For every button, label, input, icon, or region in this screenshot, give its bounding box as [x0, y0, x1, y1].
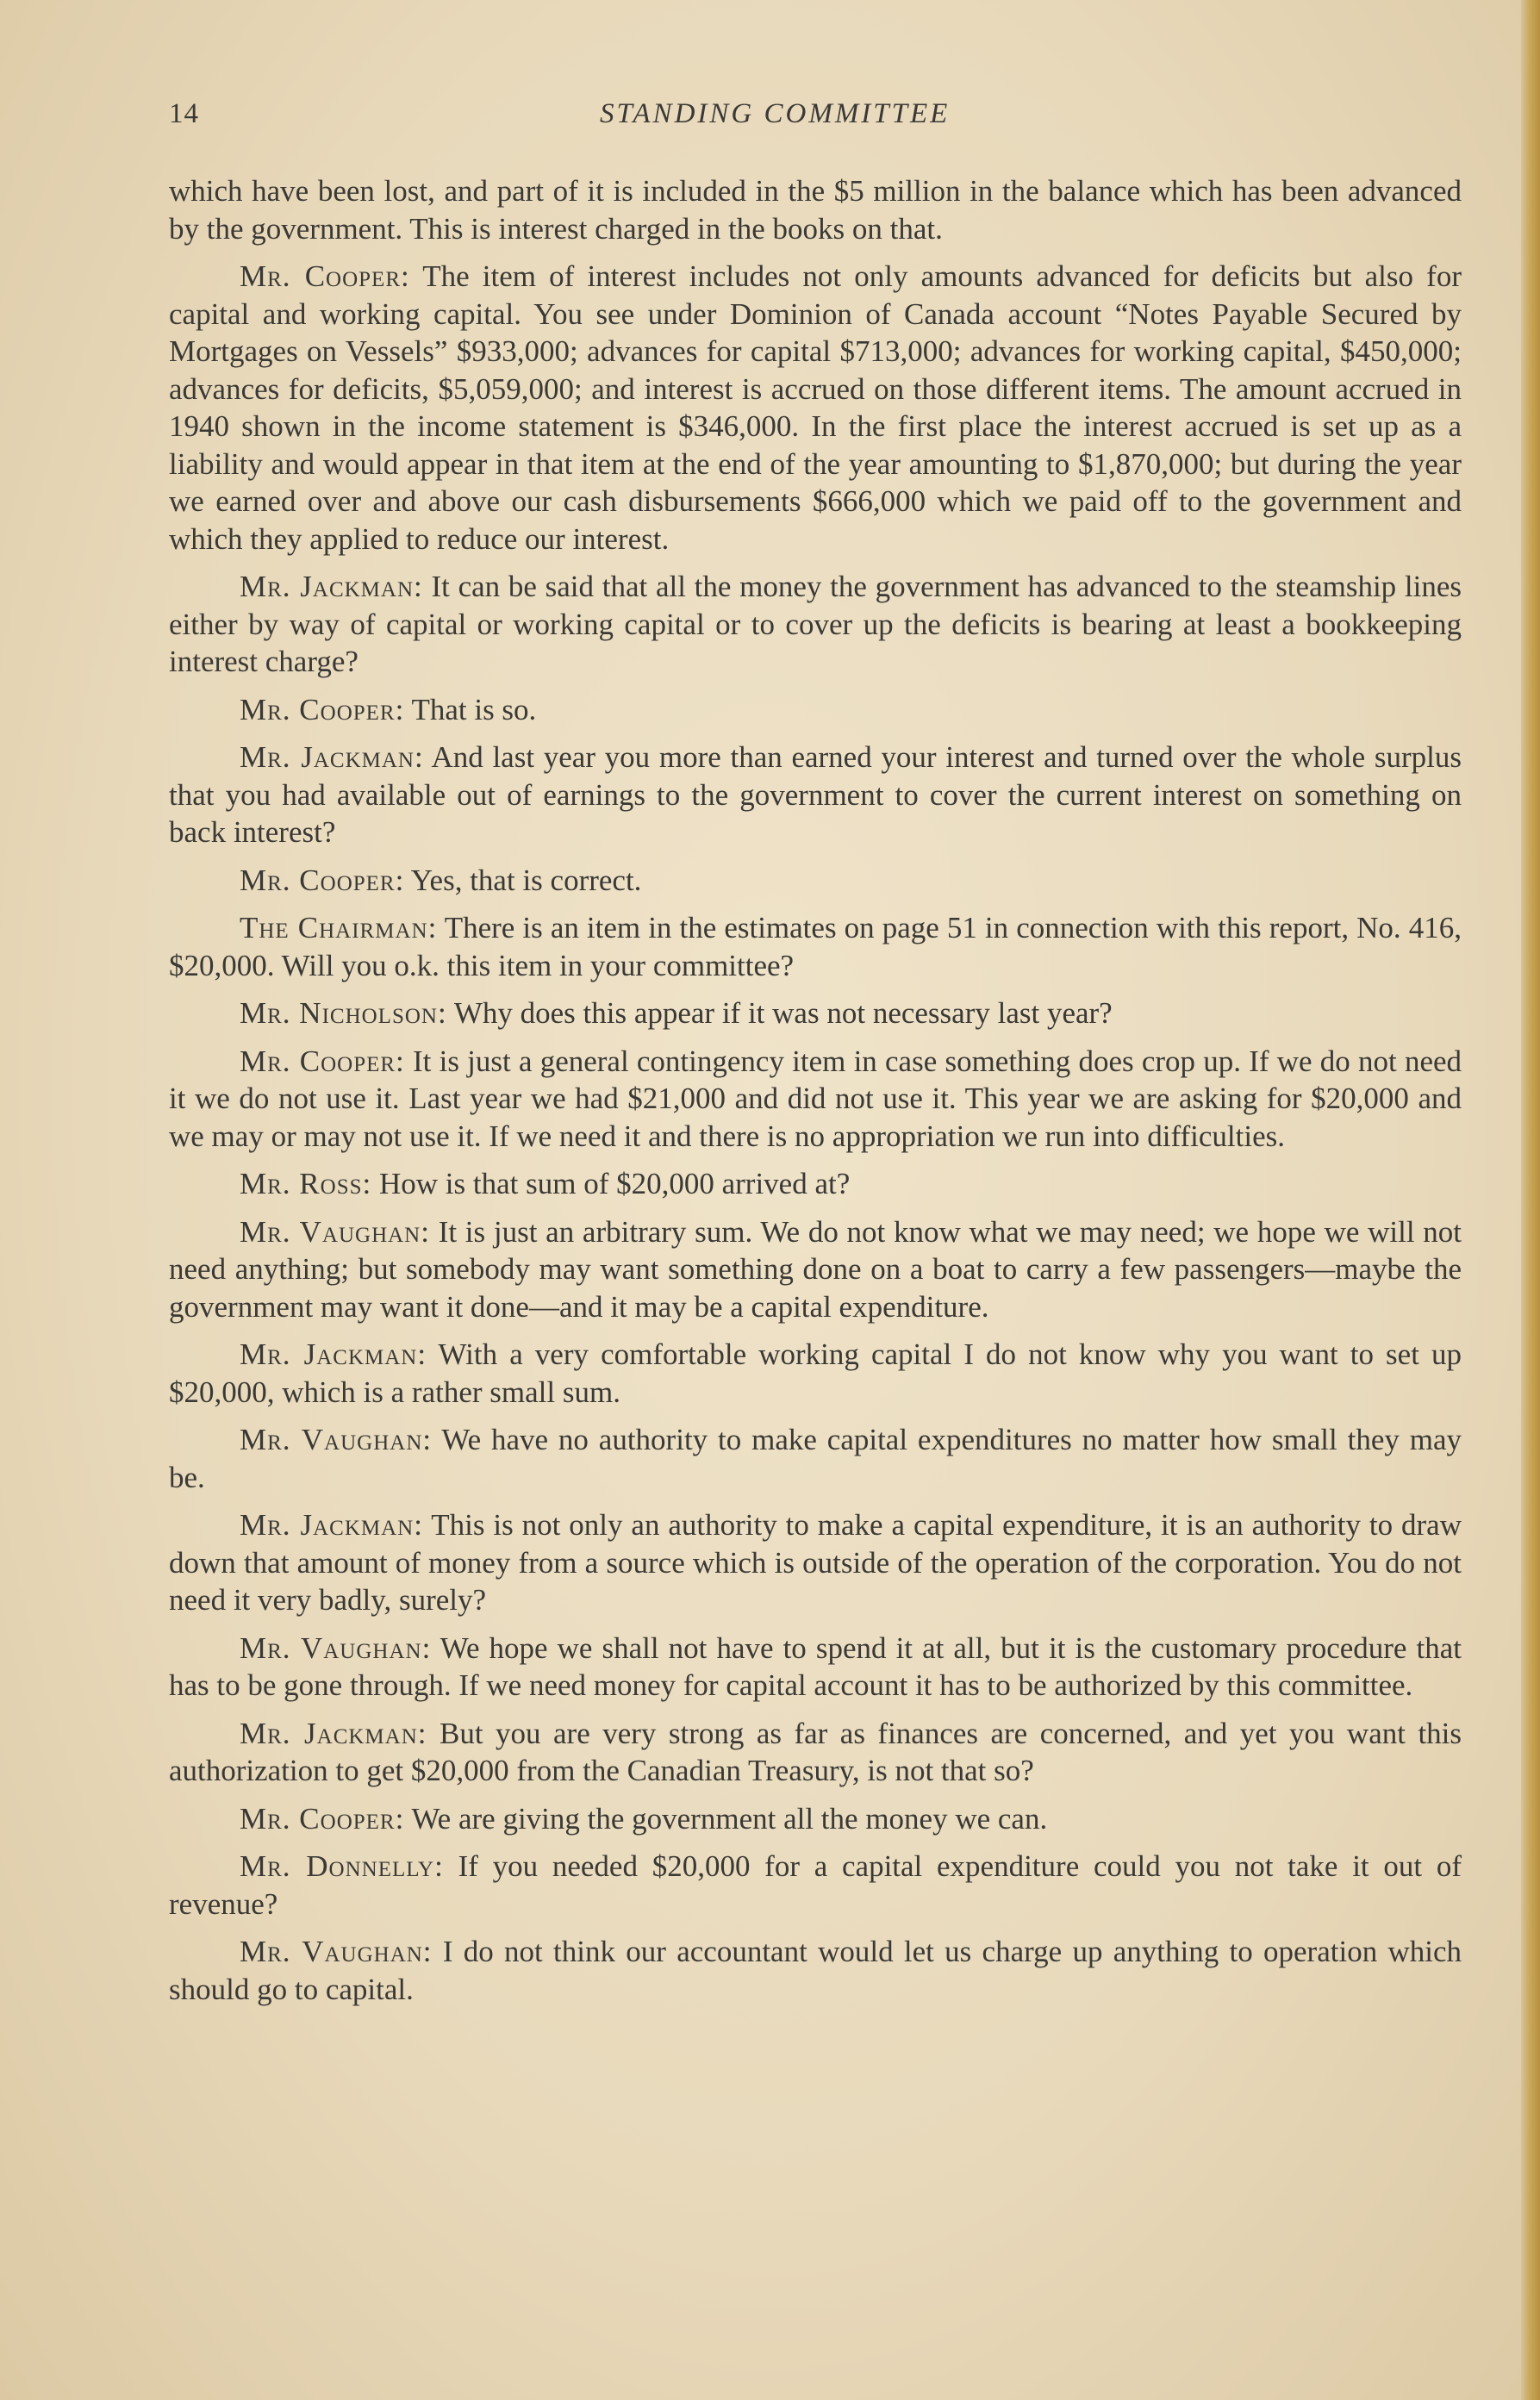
paragraph-text: That is so.: [411, 692, 537, 726]
paragraph-text: If you needed $20,000 for a capital expenditure could you not take it out of revenue?: [169, 1849, 1462, 1921]
paragraph: [169, 862, 1462, 900]
speaker-name: Mr. Cooper:: [240, 1801, 405, 1836]
paragraph-text: This is not only an authority to make a capital expenditure, it is an authority to draw down that amount of money from a source which is outside of the operation of the corporation. You do not need it very badly, surely?: [169, 1508, 1462, 1617]
paragraph: [169, 909, 1462, 984]
paragraph-text: We hope we shall not have to spend it at all, but it is the customary procedure that has to be gone through. If we need money for capital account it has to be authorized by this committee.: [169, 1630, 1462, 1702]
speaker-name: Mr. Cooper:: [240, 259, 410, 293]
speaker-name: Mr. Vaughan:: [240, 1630, 432, 1665]
paragraph: [169, 1800, 1462, 1838]
speaker-name: The Chairman:: [240, 911, 438, 944]
paragraph: [169, 1043, 1462, 1156]
paragraph: [169, 1933, 1462, 2008]
paragraph: [169, 1421, 1462, 1496]
paragraph: [169, 994, 1462, 1032]
paragraph-text: But you are very strong as far as finances are concerned, and yet you want this authorization to get $20,000 from the Canadian Treasury, is not that so?: [169, 1716, 1462, 1787]
paragraph-text: We have no authority to make capital expenditures no matter how small they may be.: [169, 1423, 1462, 1494]
paragraph-text: The item of interest includes not only amounts advanced for deficits but also for capital and working capital. You see under Dominion of Canada account “Notes Payable Secured by Mortgages on Vessels” $933,000; advances for capital $713,000; advances for working capital, $450,000; advances for deficits, $5,059,000; and interest is accrued on those different items. The amount accrued in 1940 shown in the income statement is $346,000. In the first place the interest accrued is set up as a liability and would appear in that item at the end of the year amounting to $1,870,000; but during the year we earned over and above our cash disbursements $666,000 which we paid off to the government and which they applied to reduce our interest.: [169, 259, 1462, 556]
speaker-name: Mr. Jackman:: [240, 1337, 427, 1371]
paragraph: [169, 1715, 1462, 1790]
paragraph-text: And last year you more than earned your interest and turned over the whole surplus that you had available out of earnings to the government to cover the current interest on something on back interest?: [169, 740, 1462, 849]
paragraph-text: Why does this appear if it was not necessary last year?: [453, 996, 1113, 1030]
paragraph: [169, 691, 1462, 729]
speaker-name: Mr. Jackman:: [240, 1716, 427, 1750]
paragraph-text: It can be said that all the money the government has advanced to the steamship lines either by way of capital or working capital or to cover up the deficits is bearing at least a bookkeeping interest charge?: [169, 570, 1462, 678]
paragraph: [169, 258, 1462, 558]
transcript-body: [169, 172, 1462, 2018]
running-head: STANDING COMMITTEE: [600, 98, 951, 129]
paragraph-text: There is an item in the estimates on page 51 in connection with this report, No. 416, $20,000. Will you o.k. this item in your committee?: [169, 911, 1462, 982]
paragraph-text: We are giving the government all the money we can.: [411, 1801, 1048, 1836]
paragraph-text: I do not think our accountant would let us charge up anything to operation which should go to capital.: [169, 1935, 1462, 2006]
paragraph: [169, 1848, 1462, 1923]
paragraph: [169, 1630, 1462, 1705]
speaker-name: Mr. Jackman:: [240, 740, 424, 774]
speaker-name: Mr. Jackman:: [240, 1508, 423, 1542]
paragraph: [169, 1165, 1462, 1203]
speaker-name: Mr. Jackman:: [240, 570, 423, 603]
page-number: 14: [169, 98, 199, 129]
paragraph: [169, 1336, 1462, 1411]
speaker-name: Mr. Cooper:: [240, 863, 405, 897]
speaker-name: Mr. Nicholson:: [240, 996, 447, 1030]
paragraph-text: It is just an arbitrary sum. We do not know what we may need; we hope we will not need anything; but somebody may want something done on a boat to carry a few passengers—maybe the government may want it done—and it may be a capital expenditure.: [169, 1214, 1462, 1324]
page-header: [169, 98, 1462, 141]
speaker-name: Mr. Cooper:: [240, 1044, 405, 1078]
speaker-name: Mr. Cooper:: [240, 692, 405, 726]
speaker-name: Mr. Vaughan:: [240, 1423, 433, 1456]
paragraph: [169, 568, 1462, 681]
paragraph-text: which have been lost, and part of it is included in the $5 million in the balance which has been advanced by the government. This is interest charged in the books on that.: [169, 174, 1462, 246]
paragraph-text: It is just a general contingency item in case something does crop up. If we do not need it we do not use it. Last year we had $21,000 and did not use it. This year we are asking for $20,000 and we may or may not use it. If we need it and there is no appropriation we run into difficulties.: [169, 1044, 1462, 1153]
speaker-name: Mr. Donnelly:: [240, 1849, 444, 1883]
paragraph-text: Yes, that is correct.: [410, 863, 642, 897]
paragraph: [169, 1213, 1462, 1326]
paragraph-text: With a very comfortable working capital I do not know why you want to set up $20,000, which is a rather small sum.: [169, 1337, 1462, 1409]
paragraph: [169, 739, 1462, 851]
paragraph: [169, 172, 1462, 247]
speaker-name: Mr. Vaughan:: [240, 1214, 430, 1249]
speaker-name: Mr. Vaughan:: [240, 1935, 433, 1968]
speaker-name: Mr. Ross:: [240, 1167, 372, 1200]
page-edge: [1521, 0, 1540, 2400]
paragraph: [169, 1506, 1462, 1619]
paragraph-text: How is that sum of $20,000 arrived at?: [378, 1167, 851, 1200]
